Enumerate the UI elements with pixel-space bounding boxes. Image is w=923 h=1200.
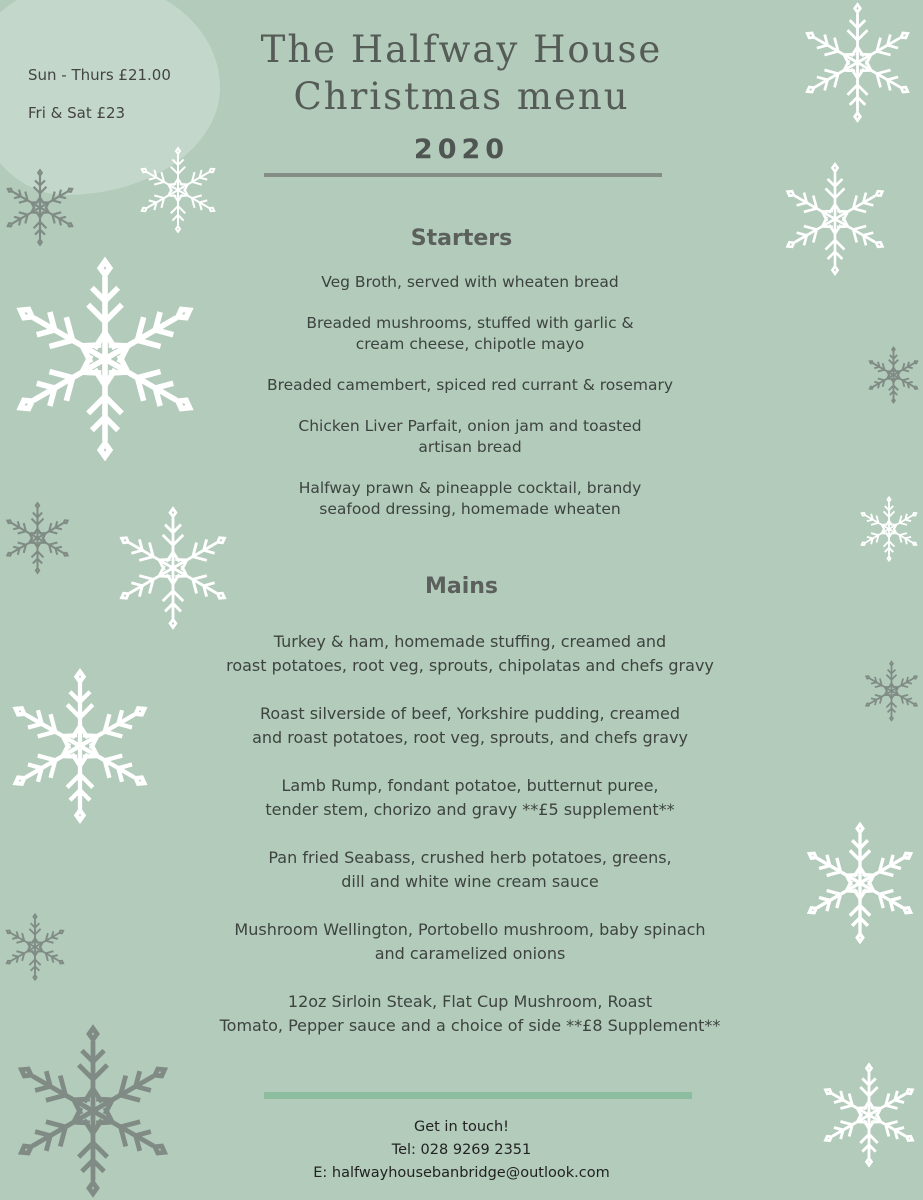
list-item: [140, 630, 800, 677]
contact-phone[interactable]: Tel: 028 9269 2351: [391, 1142, 532, 1158]
snowflake-icon: [864, 315, 923, 435]
item-line: Breaded camembert, spiced red currant & rosemary: [266, 376, 674, 394]
item-line: roast potatoes, root veg, sprouts, chipolatas and chefs gravy: [226, 655, 714, 675]
starters-heading: Starters: [410, 226, 513, 251]
mains-heading: Mains: [424, 574, 499, 599]
item-line: Roast silverside of beef, Yorkshire pudding, creamed: [260, 704, 680, 723]
snowflake-icon: [0, 912, 70, 982]
title-line-2: Christmas menu: [293, 75, 630, 118]
footer-divider: [264, 1092, 692, 1099]
item-line: Turkey & ham, homemade stuffing, creamed and: [273, 632, 667, 651]
menu-year: 2020: [413, 134, 510, 165]
item-line: dill and white wine cream sauce: [341, 871, 599, 891]
snowflake-icon: [860, 636, 923, 746]
list-item: [140, 774, 800, 821]
list-item: [140, 375, 800, 396]
list-item: [140, 416, 800, 458]
item-line: Pan fried Seabass, crushed herb potatoes, greens,: [268, 848, 672, 867]
contact-email[interactable]: E: halfwayhousebanbridge@outlook.com: [313, 1165, 610, 1181]
starters-list: [140, 272, 800, 540]
item-line: Veg Broth, served with wheaten bread: [321, 273, 619, 291]
list-item: [140, 846, 800, 893]
divider: [264, 173, 662, 177]
item-line: and caramelized onions: [374, 943, 566, 963]
item-line: Halfway prawn & pineapple cocktail, brandy: [298, 479, 642, 497]
item-line: tender stem, chorizo and gravy **£5 supplement**: [265, 799, 675, 819]
title-line-1: The Halfway House: [260, 28, 663, 71]
page-title: [0, 26, 923, 120]
item-line: 12oz Sirloin Steak, Flat Cup Mushroom, Roast: [287, 992, 653, 1011]
snowflake-icon: [776, 160, 894, 278]
snowflake-icon: [797, 774, 923, 992]
list-item: [140, 272, 800, 293]
item-line: Tomato, Pepper sauce and a choice of side **£8 Supplement**: [219, 1015, 721, 1035]
item-line: Chicken Liver Parfait, onion jam and toasted: [298, 417, 642, 435]
contact-heading: Get in touch!: [413, 1119, 509, 1135]
item-line: and roast potatoes, root veg, sprouts, and chefs gravy: [252, 727, 688, 747]
item-line: Lamb Rump, fondant potatoe, butternut puree,: [281, 776, 659, 795]
item-line: Mushroom Wellington, Portobello mushroom, baby spinach: [234, 920, 706, 939]
mains-list: [140, 630, 800, 1062]
snowflake-icon: [0, 636, 160, 856]
item-line: seafood dressing, homemade wheaten: [319, 500, 621, 518]
price-weekend: Fri & Sat £23: [28, 104, 126, 122]
item-line: artisan bread: [418, 438, 522, 456]
list-item: [140, 313, 800, 355]
list-item: [140, 702, 800, 749]
item-line: Breaded mushrooms, stuffed with garlic &: [306, 314, 634, 332]
snowflake-icon: [855, 470, 923, 588]
list-item: [140, 478, 800, 520]
item-line: cream cheese, chipotle mayo: [355, 335, 585, 353]
list-item: [140, 990, 800, 1037]
price-weekday: Sun - Thurs £21.00: [28, 66, 171, 84]
contact-info: [0, 1116, 923, 1185]
list-item: [140, 918, 800, 965]
